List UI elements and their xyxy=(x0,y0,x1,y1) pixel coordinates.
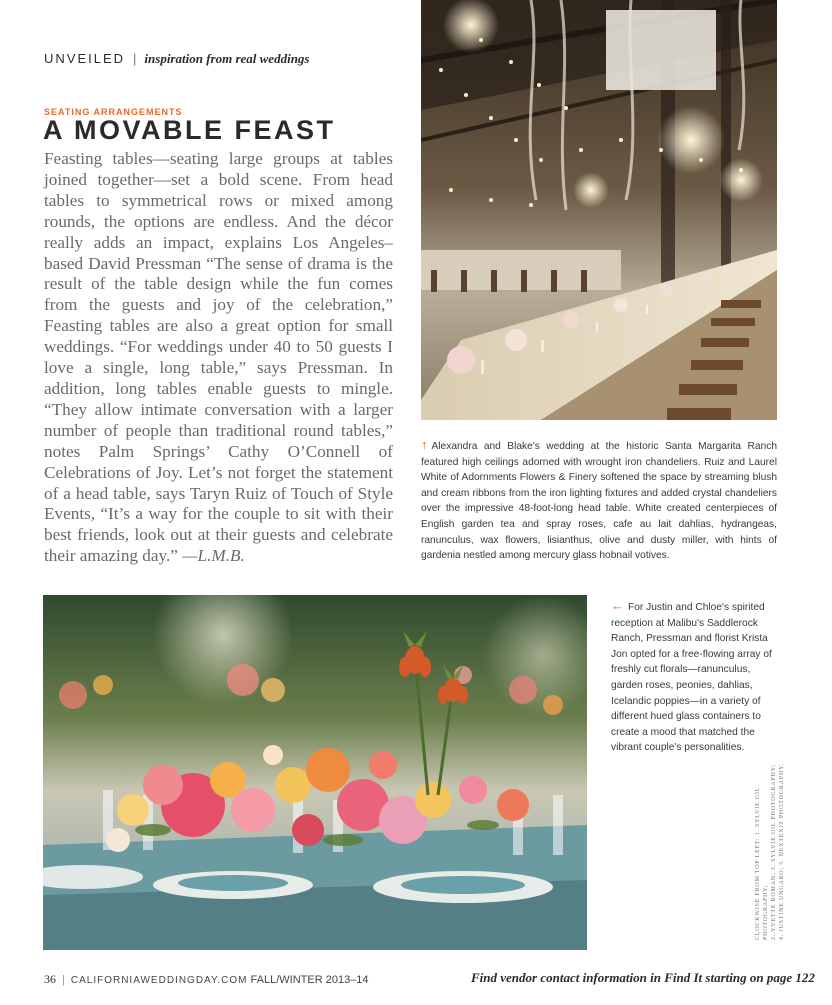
vendor-note: Find vendor contact information in Find It starting on page 122 xyxy=(471,970,815,985)
section-tagline: inspiration from real weddings xyxy=(144,51,310,66)
page-footer xyxy=(44,972,369,987)
footer-divider: | xyxy=(62,974,65,986)
section-header xyxy=(44,50,309,68)
article-headline: A MOVABLE FEAST xyxy=(43,115,336,145)
photo-credits xyxy=(754,740,786,940)
side-photo-caption xyxy=(611,598,779,756)
top-photo-caption xyxy=(421,437,777,564)
footer-issue: FALL/WINTER 2013–14 xyxy=(250,974,369,986)
article-body xyxy=(44,149,393,567)
barn-reception-photo xyxy=(421,0,777,420)
arrow-left-icon: ← xyxy=(611,598,624,613)
article-kicker: SEATING ARRANGEMENTS xyxy=(44,107,183,117)
section-name: UNVEILED xyxy=(44,51,126,66)
arrow-up-icon: ↑ xyxy=(421,437,428,452)
credit-line: CLOCKWISE FROM TOP LEFT: 1. SYLVIE GIL PHOTOGRAPHY; xyxy=(755,786,769,940)
header-divider: | xyxy=(133,51,137,66)
credit-line: 2. YVETTE ROMAN; 3. SYLVIE GIL PHOTOGRAPHY; xyxy=(771,764,777,940)
page-number: 36 xyxy=(44,972,56,986)
article-body-text: Feasting tables—seating large groups at tables joined together—set a bold scene. From head tables to symmetrical rows or mixed among rounds, the options are endless. And the décor really adds an impact, explains Los Angeles–based David Pressman “The sense of drama is the result of the table design while the fun comes from the guests and joy of the celebration,” Feasting tables are also a great option for small weddings. “For weddings under 40 to 50 guests I love a single, long table,” says Pressman. In addition, long tables enable guests to mingle. “They allow intimate conversation with a larger number of people than traditional round tables,” notes Palm Springs’ Cathy O’Connell of Celebrations of Joy. Let’s not forget the statement of a head table, says Taryn Ruiz of Touch of Style Events, “It’s a way for the couple to sit with their best friends, look out at their guests and celebrate their amazing day.” xyxy=(44,149,393,566)
footer-site: CALIFORNIAWEDDINGDAY.COM xyxy=(70,975,248,986)
article-signature: —L.M.B. xyxy=(182,546,245,566)
floral-table-photo xyxy=(43,595,587,950)
credit-line: 4. JUSTINE UNGARO; 5. NEXTEXIT PHOTOGRAPHY. xyxy=(779,763,785,940)
side-caption-text: For Justin and Chloe's spirited reception at Malibu's Saddlerock Ranch, Pressman and florist Krista Jon opted for a free-flowing array of freshly cut florals—ranunculus, garden roses, peonies, dahlias, Icelandic poppies—in a variety of different hued glass containers to create a mood that matched the vibrant couple's personalities. xyxy=(611,602,772,754)
top-caption-text: Alexandra and Blake's wedding at the historic Santa Margarita Ranch featured high ceilings adorned with wrought iron chandeliers. Ruiz and Laurel White of Adornments Flowers & Finery softened the space by streaming blush and cream ribbons from the iron lighting fixtures and added crystal chandeliers over the impressive 48-foot-long head table. White created centerpieces of English garden tea and spray roses, cafe au lait dahlias, hydrangeas, ranunculus, wax flowers, lisianthus, olive and dusty miller, with hints of gardenia nestled among mercury glass hobnail votives. xyxy=(421,441,777,562)
